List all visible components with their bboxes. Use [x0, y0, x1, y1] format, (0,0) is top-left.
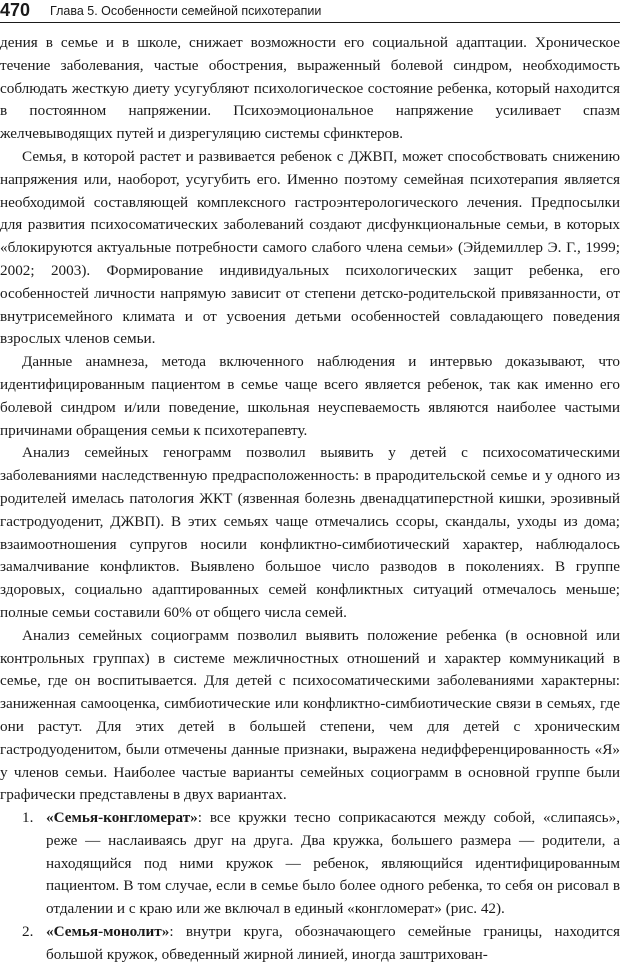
list-term: «Семья-монолит» [46, 923, 170, 941]
list-item [0, 807, 620, 921]
body-text [0, 32, 620, 967]
list-number: 1. [22, 809, 34, 827]
paragraph: Анализ семейных генограмм позволил выявить у детей с психосоматическими заболеваниями наследственную предрасположенность: в прародительской семье и у одного из родителей имелась патология ЖКТ (язвенная болезнь двенадцатиперстной кишки, эрозивный гастродуоденит, ДЖВП). В этих семьях чаще отмечались ссоры, скандалы, уходы из дома; взаимоотношения супругов носили конфликтно-симбиотический характер, наблюдалось замалчивание конфликтов. Выявлено большое число разводов в поколениях. В группе здоровых, социально адаптированных семей конфликтных ситуаций отмечалось меньше; полные семьи составили 60% от общего числа семей. [0, 444, 620, 621]
list-item [0, 921, 620, 967]
running-header [0, 0, 620, 23]
list-number: 2. [22, 923, 34, 941]
chapter-title: Глава 5. Особенности семейной психотерапии [50, 4, 322, 18]
paragraph: Семья, в которой растет и развивается ребенок с ДЖВП, может способствовать снижению напряжения или, наоборот, усугубить его. Именно поэтому семейная психотерапия является необходимой составляющей комплексного гастроэнтерологического лечения. Предпосылки для развития психосоматических заболеваний создают дисфункциональные семьи, в которых «блокируются актуальные потребности самого слабого члена семьи» (Эйдемиллер Э. Г., 1999; 2002; 2003). Формирование индивидуальных психологических защит ребенка, его особенностей личности напрямую зависит от степени детско-родительской привязанности, от внутрисемейного климата и от усвоения детьми особенностей совладающего поведения взрослых членов семьи. [0, 147, 620, 348]
list-text: : внутри круга, обозначающего семейные границы, находится большой кружок, обведенный жирной линией, иногда заштрихован- [46, 923, 620, 963]
page-number: 470 [0, 0, 31, 20]
header-rule [0, 22, 620, 23]
paragraph: дения в семье и в школе, снижает возможности его социальной адаптации. Хроническое течение заболевания, частые обострения, выраженный болевой синдром, необходимость соблюдать жесткую диету усугубляют психологическое состояние ребенка, который находится в постоянном напряжении. Психоэмоциональное напряжение усиливает спазм желчевыводящих путей и дизрегуляцию системы сфинктеров. [0, 34, 620, 143]
list-term: «Семья-конгломерат» [46, 809, 198, 827]
list-text: : все кружки тесно соприкасаются между собой, «слипаясь», реже — наслаиваясь друг на друга. Два кружка, большего размера — родители, а находящийся под ними кружок — ребенок, являющийся идентифицированным пациентом. В том случае, если в семье было более одного ребенка, то себя он рисовал в отдалении и с краю или же включал в единый «конгломерат» (рис. 42). [46, 809, 620, 918]
paragraph: Анализ семейных социограмм позволил выявить положение ребенка (в основной или контрольных группах) в системе межличностных отношений и характер коммуникаций в семье, где он воспитывается. Для детей с психосоматическими заболеваниями характерны: заниженная самооценка, симбиотические или конфликтно-симбиотические связи в семьях, где они растут. Для этих детей в большей степени, чем для детей с хроническим гастродуоденитом, были отмечены данные признаки, выражена недифференцированность «Я» у членов семьи. Наиболее частые варианты семейных социограмм в основной группе были графически представлены в двух вариантах. [0, 626, 620, 804]
paragraph: Данные анамнеза, метода включенного наблюдения и интервью доказывают, что идентифицированным пациентом в семье чаще всего является ребенок, так как именно его болевой синдром и/или поведение, школьная неуспеваемость являются наиболее частыми причинами обращения семьи к психотерапевту. [0, 353, 620, 439]
